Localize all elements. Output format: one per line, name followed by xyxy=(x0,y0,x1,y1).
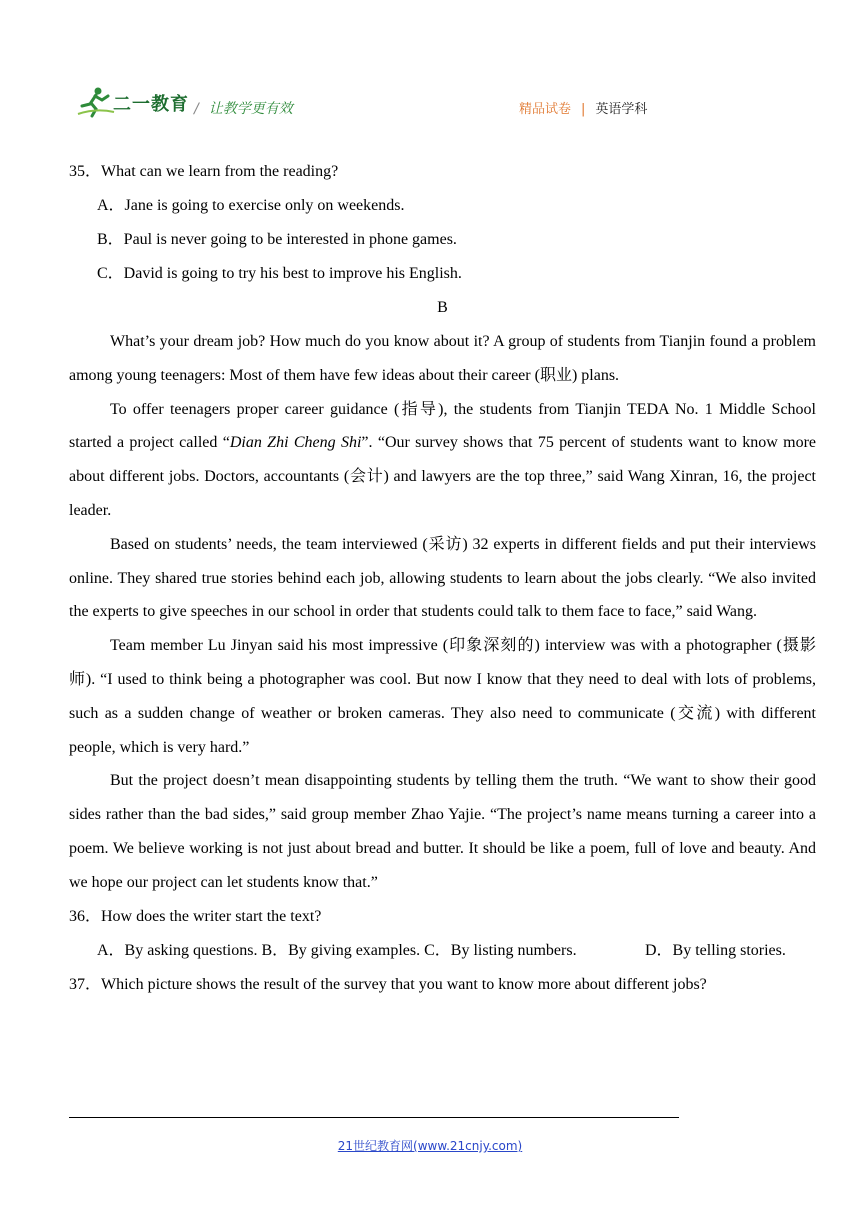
header-tag-subject: 英语学科 xyxy=(595,102,648,117)
question-36-options xyxy=(69,934,816,968)
footer-website-link[interactable]: 21世纪教育网(www.21cnjy.com) xyxy=(337,1139,523,1153)
footer-divider xyxy=(69,1117,679,1118)
slogan-text: 让教学更有效 xyxy=(208,101,293,117)
passage-paragraph-2-end: ”. “Our survey shows that 75 percent of students want to know more about different jobs. Doctors, accountants (会计) and lawyers are the top three,” said Wang Xinran, 16, the project leader. xyxy=(69,434,817,519)
question-35: 35．What can we learn from the reading? xyxy=(69,163,339,180)
question-35-option-c: C．David is going to try his best to improve his English. xyxy=(97,265,462,282)
passage-paragraph-5: But the project doesn’t mean disappointing students by telling them the truth. “We want to show their good sides rather than the bad sides,” said group member Zhao Yajie. “The project’s name means turning a career into a poem. We believe working is not just about bread and butter. It should be like a poem, full of love and beauty. And we hope our project can let students know that.” xyxy=(69,772,816,891)
slogan xyxy=(194,98,293,118)
question-36-option-c: C．By listing numbers. xyxy=(424,941,577,959)
header-tag-quality: 精品试卷 xyxy=(519,102,572,117)
section-label: B xyxy=(437,299,448,316)
question-35-option-a: A．Jane is going to exercise only on weekends. xyxy=(97,197,405,214)
page-header xyxy=(0,0,860,130)
passage-paragraph-2 xyxy=(69,393,816,528)
logo-text: 二一教育 xyxy=(113,94,189,115)
question-36-option-b: B．By giving examples. xyxy=(261,941,421,959)
passage-paragraph-3: Based on students’ needs, the team interviewed (采访) 32 experts in different fields and put their interviews online. They shared true stories behind each job, allowing students to learn about the jobs clearly. “We also invited the experts to give speeches in our school in order that students could talk to them face to face,” said Wang. xyxy=(69,535,816,621)
project-name: Dian Zhi Cheng Shi xyxy=(229,434,362,452)
document-body xyxy=(69,155,816,1002)
header-tags xyxy=(519,98,647,117)
header-divider: | xyxy=(581,102,586,117)
question-36-option-a: A．By asking questions. xyxy=(97,941,258,959)
passage-paragraph-1: What’s your dream job? How much do you know about it? A group of students from Tianjin found a problem among young teenagers: Most of them have few ideas about their career (职业) plans. xyxy=(69,333,816,384)
question-35-option-b: B．Paul is never going to be interested in phone games. xyxy=(97,231,457,248)
question-36-option-d: D．By telling stories. xyxy=(645,941,786,959)
passage-paragraph-4: Team member Lu Jinyan said his most impressive (印象深刻的) interview was with a photographer (摄影师). “I used to think being a photographer was cool. But now I know that they need to deal with lots of problems, such as a sudden change of weather or broken cameras. They also need to communicate (交流) with different people, which is very hard.” xyxy=(69,637,816,756)
slogan-divider: / xyxy=(194,101,199,117)
question-37: 37．Which picture shows the result of the survey that you want to know more about different jobs? xyxy=(69,975,707,993)
question-36: 36．How does the writer start the text? xyxy=(69,907,322,925)
passage-paragraph-2-start: To offer teenagers proper career guidance (指导), the students from Tianjin TEDA No. 1 Middle School started a project called “ xyxy=(69,400,816,452)
